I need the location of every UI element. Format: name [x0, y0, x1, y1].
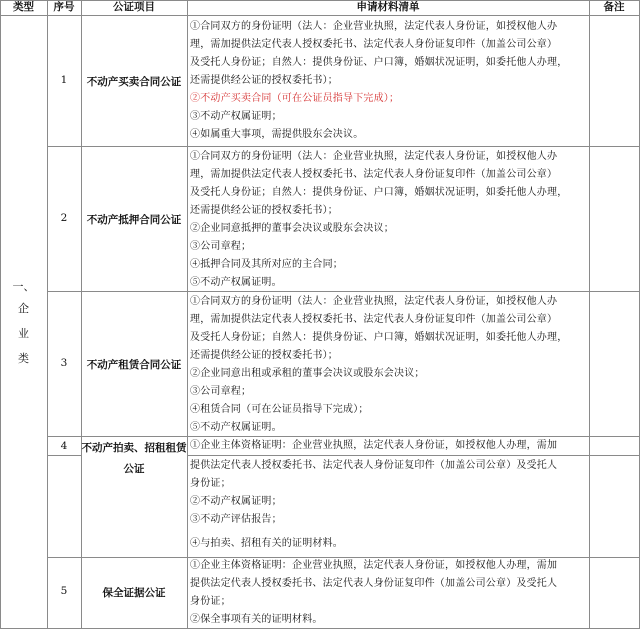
grid-line [81, 0, 82, 629]
category-prefix: 一、 [12, 280, 35, 293]
row-5-item: 保全证据公证 [102, 587, 166, 599]
material-line: ①合同双方的身份证明（法人：企业营业执照，法定代表人身份证，如授权他人办 [190, 21, 558, 32]
row-4-item-continued: 公证 [123, 463, 145, 475]
header-remark: 备注 [603, 1, 625, 13]
row-4-seq: 4 [60, 440, 68, 452]
row-3-seq: 3 [60, 357, 68, 369]
material-line: 还需提供经公证的授权委托书）； [190, 350, 338, 361]
row-5-seq: 5 [60, 585, 68, 597]
header-item: 公证项目 [113, 1, 155, 13]
material-line: ④与拍卖、招租有关的证明材料。 [190, 538, 343, 549]
row-1-item: 不动产买卖合同公证 [86, 76, 182, 88]
row-4-item: 不动产拍卖、招租租赁 [81, 442, 187, 454]
material-line: 还需提供经公证的授权委托书）； [190, 205, 338, 216]
grid-line [47, 146, 640, 147]
material-line: ③不动产评估报告； [190, 514, 282, 525]
material-line: ②企业同意出租或承租的董事会决议或股东会决议； [190, 368, 425, 379]
category-char: 类 [18, 352, 29, 365]
grid-line [47, 0, 48, 629]
row-2-item: 不动产抵押合同公证 [86, 214, 182, 226]
row-3-item: 不动产租赁合同公证 [86, 359, 182, 371]
row-1-seq: 1 [60, 74, 68, 86]
header-materials: 申请材料清单 [356, 1, 420, 13]
grid-line [589, 0, 590, 629]
category-char: 业 [18, 327, 29, 340]
material-line: ②企业同意抵押的董事会决议或股东会决议； [190, 223, 394, 234]
material-line: ①合同双方的身份证明（法人：企业营业执照，法定代表人身份证，如授权他人办 [190, 296, 558, 307]
material-line: 还需提供经公证的授权委托书）； [190, 75, 338, 86]
material-line: 及受托人身份证；自然人：提供身份证、户口簿，婚姻状况证明，如委托他人办理， [190, 57, 568, 68]
material-line: 及受托人身份证；自然人：提供身份证、户口簿，婚姻状况证明，如委托他人办理， [190, 332, 568, 343]
material-line: ③不动产权属证明； [190, 111, 282, 122]
header-type: 类型 [13, 1, 34, 13]
material-line: 理，需加提供法定代表人授权委托书、法定代表人身份证复印件（加盖公司公章） [190, 314, 558, 325]
material-line: ④如属重大事项，需提供股东会决议。 [190, 129, 364, 140]
row-2-seq: 2 [60, 212, 68, 224]
grid-line [0, 15, 640, 16]
header-seq: 序号 [53, 1, 75, 13]
material-line: 理，需加提供法定代表人授权委托书、法定代表人身份证复印件（加盖公司公章） [190, 169, 558, 180]
material-line: 身份证； [190, 478, 231, 489]
material-line-highlighted: ②不动产买卖合同（可在公证员指导下完成）； [190, 93, 400, 104]
material-line: ③公司章程； [190, 386, 252, 397]
material-line: ①企业主体资格证明：企业营业执照，法定代表人身份证，如授权他人办理，需加 [190, 560, 558, 571]
material-line: 提供法定代表人授权委托书、法定代表人身份证复印件（加盖公司公章）及受托人 [190, 578, 558, 589]
material-line: ①合同双方的身份证明（法人：企业营业执照，法定代表人身份证，如授权他人办 [190, 151, 558, 162]
material-line: ②不动产权属证明； [190, 496, 282, 507]
grid-line [47, 455, 81, 456]
grid-line [187, 0, 188, 629]
material-line: ④租赁合同（可在公证员指导下完成）； [190, 404, 369, 415]
material-line: 提供法定代表人授权委托书、法定代表人身份证复印件（加盖公司公章）及受托人 [190, 460, 558, 471]
material-line: ⑤不动产权属证明。 [190, 277, 282, 288]
material-line: ③公司章程； [190, 241, 252, 252]
material-line: 理，需加提供法定代表人授权委托书、法定代表人身份证复印件（加盖公司公章） [190, 39, 558, 50]
grid-line [187, 455, 640, 456]
material-line: ①企业主体资格证明：企业营业执照，法定代表人身份证，如授权他人办理，需加 [190, 440, 558, 451]
material-line: 及受托人身份证；自然人：提供身份证、户口簿，婚姻状况证明，如委托他人办理， [190, 187, 568, 198]
material-line: ④抵押合同及其所对应的主合同； [190, 259, 343, 270]
material-line: 身份证； [190, 596, 231, 607]
material-line: ②保全事项有关的证明材料。 [190, 614, 323, 625]
category-char: 企 [18, 302, 29, 315]
material-line: ⑤不动产权属证明。 [190, 422, 282, 433]
